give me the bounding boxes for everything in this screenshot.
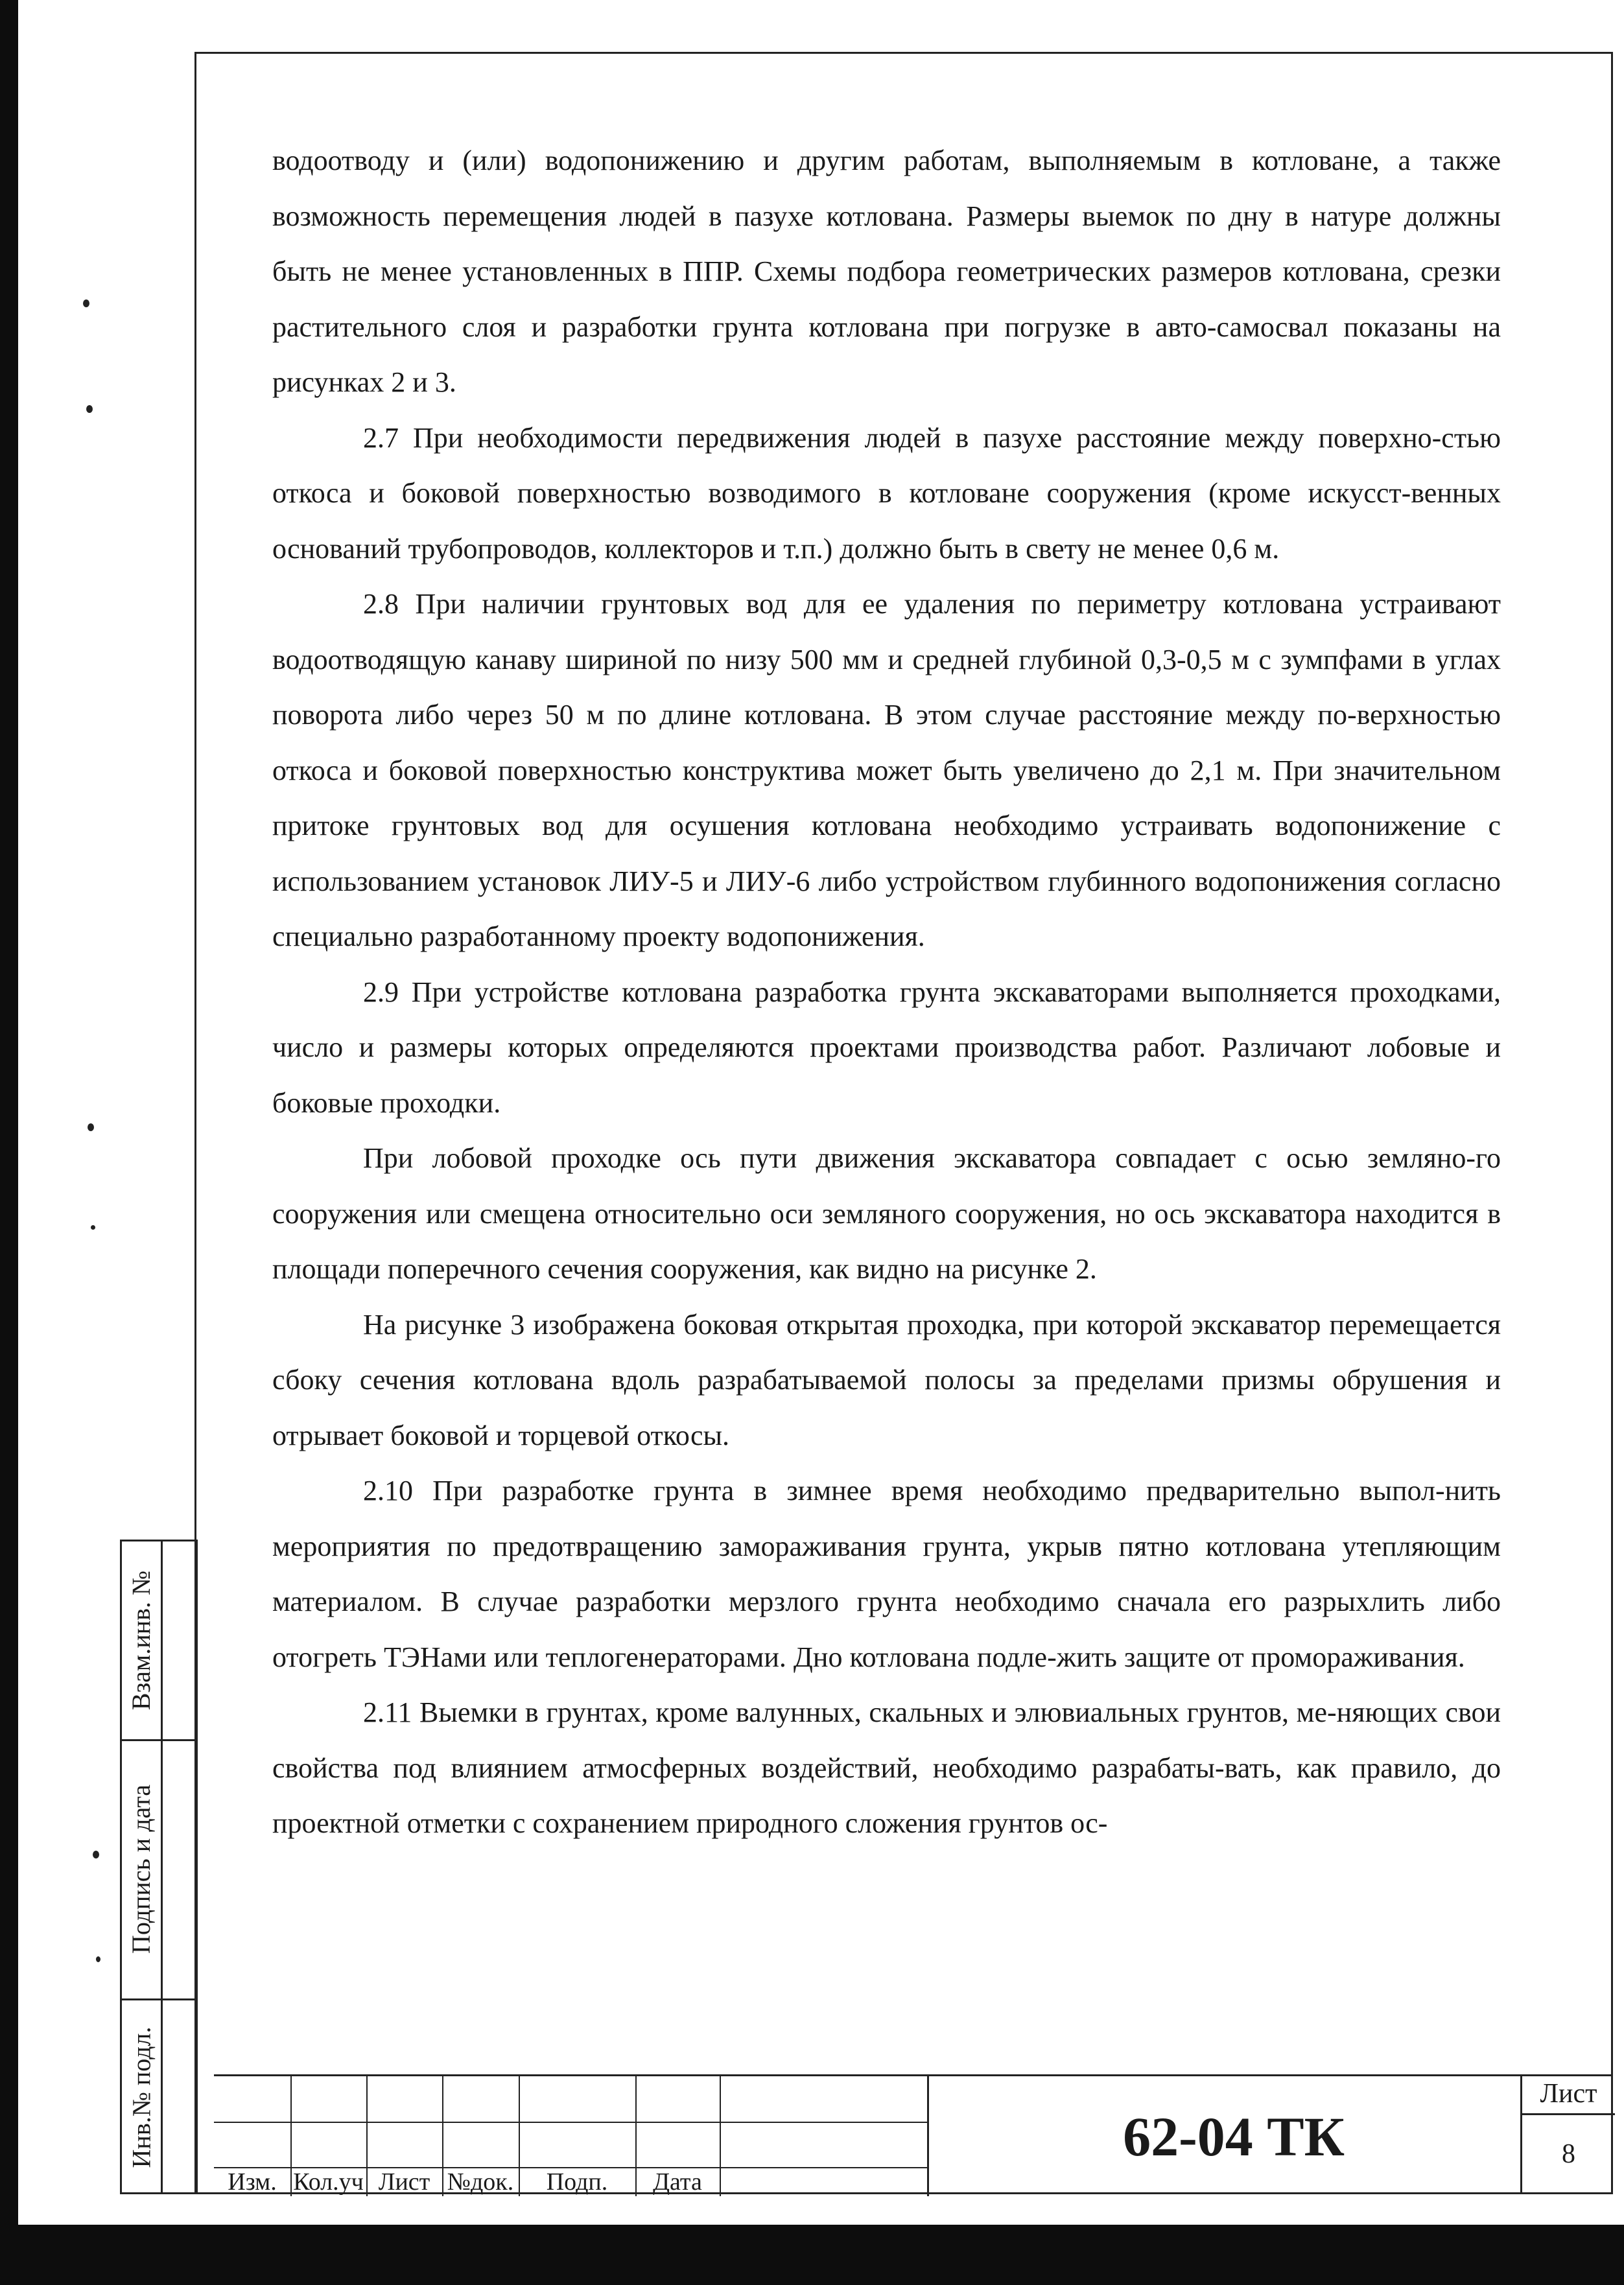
scan-speck [91,1225,95,1230]
header-kol-uch: Кол.уч [293,2168,364,2196]
paragraph-2-8: 2.8 При наличии грунтовых вод для ее удаления по периметру котлована устраивают водоотводящую канаву шириной по низу 500 мм и средней глубиной 0,3-0,5 м с зумпфами в углах поворота либо через 50 м по длине котлована. В этом случае расстояние между по-верхностью откоса и боковой поверхностью конструктива может быть увеличено до 2,1 м. При значительном притоке грунтовых вод для осушения котлована необходимо устраивать водопонижение с использованием установок ЛИУ-5 и ЛИУ-6 либо устройством глубинного водопонижения согласно специально разработанному проекту водопонижения. [272,588,1501,952]
paragraph-frontal-pass: При лобовой проходке ось пути движения экскаватора совпадает с осью землянo-го сооружения или смещена относительно оси земляного сооружения, но ось экскаватора находится в площади поперечного сечения сооружения, как видно на рисунке 2. [272,1142,1501,1285]
scan-edge-bottom [0,2225,1624,2285]
document-body [272,133,1501,1851]
header-izm: Изм. [228,2168,277,2196]
scan-speck [83,299,89,307]
stamp-inv-podl [122,1998,161,2196]
scan-speck [93,1851,99,1858]
stamp-podpis-data [122,1739,161,1998]
revision-row-line [214,2122,927,2123]
document-code: 62-04 ТК [927,2076,1538,2196]
scan-edge-left [0,0,18,2285]
scan-speck [86,405,93,413]
sheet-label: Лист [1522,2074,1615,2115]
paragraph-2-7: 2.7 При необходимости передвижения людей в пазухе расстояние между поверхно-стью откоса и боковой поверхностью возводимого в котловане сооружения (кроме искусст-венных оснований трубопроводов, коллекторов и т.п.) должно быть в свету не менее 0,6 м. [272,421,1501,565]
paragraph-2-9: 2.9 При устройстве котлована разработка грунта экскаваторами выполняется проходками, число и размеры которых определяются проектами производства работ. Различают лобовые и боковые проходки. [272,976,1501,1119]
header-list: Лист [378,2168,430,2196]
paragraph-2-11: 2.11 Выемки в грунтах, кроме валунных, скальных и элювиальных грунтов, ме-няющих свои свойства под влиянием атмосферных воздействий, необходимо разрабаты-вать, как правило, до проектной отметки с сохранением природного сложения грунтов ос- [272,1696,1501,1839]
stamp-vzam-inv [122,1541,161,1739]
sheet-number: 8 [1562,2139,1575,2169]
sheet-box [1520,2074,1613,2194]
stamp-vzam-inv-label: Взам.инв. № [126,1570,156,1711]
scan-speck [96,1956,100,1962]
stamp-inv-podl-label: Инв.№ подл. [126,2026,156,2168]
revision-table [214,2076,927,2196]
header-data: Дата [653,2168,702,2196]
header-n-dok: №док. [447,2168,514,2196]
stamp-podpis-data-label: Подпись и дата [126,1784,156,1954]
paragraph-side-pass: На рисунке 3 изображена боковая открытая проходка, при которой экскаватор перемещается сбоку сечения котлована вдоль разрабатываемой полосы за пределами призмы обрушения и отрывает боковой и торцевой откосы. [272,1308,1501,1451]
margin-stamp-column [120,1540,198,2194]
title-block [214,2074,1613,2196]
stamp-divider [161,1541,163,2192]
revision-col-line [720,2076,721,2196]
paragraph-2-10: 2.10 При разработке грунта в зимнее время необходимо предварительно выпол-нить мероприятия по предотвращению замораживания грунта, укрыв пятно котлована утепляющим материалом. В случае разработки мерзлого грунта необходимо сначала его разрыхлить либо отогреть ТЭНами или теплогенераторами. Дно котлована подле-жить защите от промораживания. [272,1475,1501,1673]
header-podp: Подп. [546,2168,608,2196]
paragraph-intro: водоотводу и (или) водопонижению и другим работам, выполняемым в котловане, а также возможность перемещения людей в пазухе котлована. Размеры выемок по дну в натуре должны быть не менее установленных в ППР. Схемы подбора геометрических размеров котлована, срезки растительного слоя и разработки грунта котлована при погрузке в авто-самосвал показаны на рисунках 2 и 3. [272,145,1501,398]
scan-speck [88,1123,94,1131]
